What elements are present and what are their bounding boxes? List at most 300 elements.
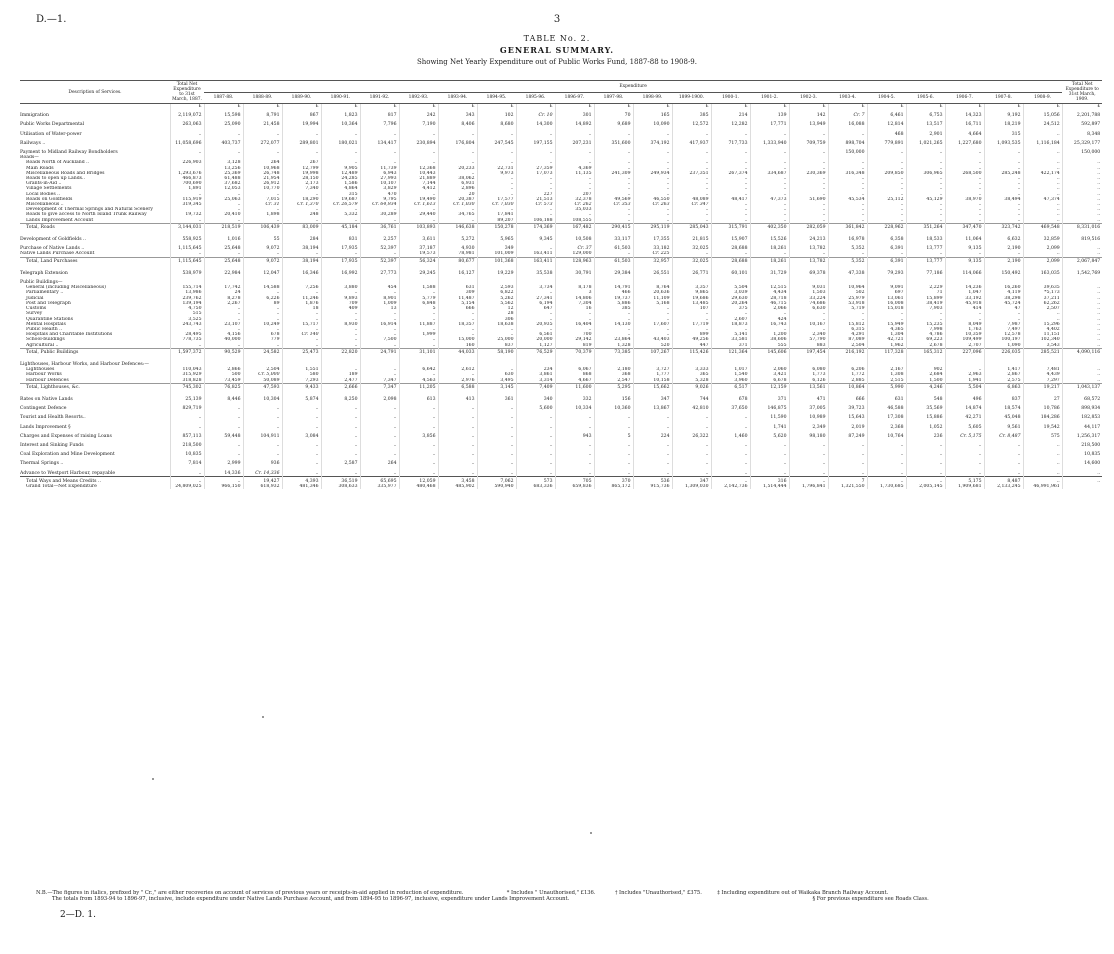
table-subtitle: Showing Net Yearly Expenditure out of Public Works Fund, 1887-88 to 1908-9. — [417, 58, 697, 66]
table-cell: .. — [1062, 176, 1102, 181]
column-header-year: 1897-98. — [594, 92, 633, 104]
table-cell: 580 — [282, 372, 321, 377]
table-cell: 1,500 — [906, 378, 945, 384]
table-cell: 2,099 — [1023, 242, 1062, 251]
table-cell — [672, 358, 711, 367]
table-cell: 2,999 — [204, 457, 243, 466]
table-cell: 176,804 — [438, 137, 477, 146]
table-cell: 24,285 — [321, 176, 360, 181]
table-cell: .. — [321, 439, 360, 448]
table-cell: 37,650 — [711, 402, 750, 411]
column-header-year: 1893-94. — [438, 92, 477, 104]
table-cell: 25,063 — [204, 197, 243, 202]
table-cell: 226,035 — [984, 348, 1023, 358]
table-cell: 2,349 — [789, 421, 828, 430]
table-cell: .. — [750, 146, 789, 155]
table-cell: .. — [672, 439, 711, 448]
table-cell: .. — [1062, 343, 1102, 349]
table-cell: 13,517 — [906, 118, 945, 127]
table-cell: .. — [633, 457, 672, 466]
table-cell: .. — [438, 317, 477, 322]
table-cell: .. — [321, 160, 360, 165]
table-cell: 3,421 — [750, 372, 789, 377]
table-cell: 19,217 — [1023, 383, 1062, 393]
row-label: Payment to Midland Railway Bondholders — [20, 150, 118, 156]
table-cell: 1,127 — [516, 343, 555, 349]
row-label: Total, Public Buildings — [20, 348, 170, 358]
table-cell: 385 — [672, 109, 711, 118]
table-cell: 6,391 — [867, 242, 906, 251]
table-cell: 17,355 — [633, 233, 672, 242]
table-cell: 290,415 — [594, 223, 633, 233]
table-cell: 16,992 — [321, 267, 360, 276]
table-cell: .. — [828, 467, 867, 477]
table-cell: 1,597,372 — [170, 348, 204, 358]
table-cell: .. — [672, 186, 711, 191]
table-cell: 18,261 — [750, 257, 789, 267]
table-row — [20, 411, 1102, 420]
table-cell: 33,581 — [711, 337, 750, 342]
table-cell: .. — [243, 290, 282, 295]
table-cell: 9,072 — [243, 257, 282, 267]
table-cell: 424 — [750, 317, 789, 322]
table-cell: .. — [750, 251, 789, 257]
table-cell: 347 — [633, 393, 672, 402]
table-cell: .. — [789, 457, 828, 466]
page-footer-number: 2—D. 1. — [60, 910, 96, 920]
table-cell: .. — [594, 327, 633, 332]
table-cell: .. — [1062, 181, 1102, 186]
unit-symbol: £ — [438, 104, 477, 110]
table-cell: 2,507 — [1023, 306, 1062, 311]
table-cell: .. — [906, 166, 945, 171]
table-cell: .. — [399, 207, 438, 212]
table-cell: .. — [399, 128, 438, 137]
table-cell: .. — [906, 212, 945, 217]
table-cell: 6,943 — [360, 171, 399, 176]
table-cell: .. — [828, 160, 867, 165]
table-cell: 481,346 — [282, 484, 321, 489]
table-cell: 207 — [555, 192, 594, 197]
table-cell: 469,548 — [1023, 223, 1062, 233]
table-cell: 43,403 — [633, 337, 672, 342]
table-cell: 11,487 — [438, 296, 477, 301]
table-cell: .. — [360, 317, 399, 322]
table-cell: 2,019 — [828, 421, 867, 430]
table-cell: .. — [399, 421, 438, 430]
table-cell: 38,298 — [984, 296, 1023, 301]
table-cell — [789, 358, 828, 367]
table-cell: 267 — [282, 160, 321, 165]
table-cell: 647 — [516, 306, 555, 311]
table-cell: 106,188 — [516, 218, 555, 224]
table-cell: 10,443 — [399, 171, 438, 176]
table-cell: .. — [711, 128, 750, 137]
table-cell: 5,600 — [516, 402, 555, 411]
row-label: Telegraph Extension — [20, 270, 68, 276]
table-cell: 7,304 — [555, 301, 594, 306]
table-row — [20, 484, 1102, 489]
table-cell: 3,333 — [672, 367, 711, 372]
table-cell: 10,835 — [170, 448, 204, 457]
table-cell: .. — [945, 192, 984, 197]
table-cell: .. — [633, 160, 672, 165]
table-cell: .. — [321, 251, 360, 257]
table-cell: .. — [516, 457, 555, 466]
table-cell: 7,297 — [1023, 378, 1062, 384]
table-cell: .. — [1023, 186, 1062, 191]
table-cell: 38,194 — [282, 257, 321, 267]
table-cell: .. — [360, 402, 399, 411]
table-cell: 214 — [711, 109, 750, 118]
table-cell: .. — [789, 176, 828, 181]
table-cell: 20,387 — [438, 197, 477, 202]
table-cell — [750, 276, 789, 285]
table-cell: .. — [711, 202, 750, 207]
table-cell: 573 — [516, 476, 555, 484]
unit-symbol: £ — [594, 104, 633, 110]
table-cell: 45,184 — [321, 223, 360, 233]
table-cell — [170, 358, 204, 367]
table-cell: .. — [711, 311, 750, 316]
table-cell: .. — [321, 327, 360, 332]
table-cell: 6,315 — [828, 327, 867, 332]
table-cell — [1062, 276, 1102, 285]
table-cell: 27 — [1023, 393, 1062, 402]
table-cell: .. — [906, 192, 945, 197]
table-cell: 14,588 — [243, 285, 282, 290]
table-cell: .. — [282, 207, 321, 212]
table-cell: 7,481 — [1023, 367, 1062, 372]
table-cell: .. — [789, 160, 828, 165]
table-cell: 2,005,145 — [906, 484, 945, 489]
table-cell: .. — [399, 372, 438, 377]
table-cell: 19,998 — [282, 171, 321, 176]
table-cell: .. — [555, 311, 594, 316]
table-cell: .. — [594, 439, 633, 448]
table-cell: Cr. 7,030 — [477, 202, 516, 207]
table-cell: .. — [984, 207, 1023, 212]
row-label: Quarantine Stations — [26, 316, 73, 322]
table-cell: .. — [204, 317, 243, 322]
column-header-description: Description of Services. — [20, 81, 170, 104]
table-cell: .. — [438, 332, 477, 337]
table-cell: 49,569 — [594, 197, 633, 202]
table-cell: 13,949 — [789, 118, 828, 127]
table-cell: 6,678 — [750, 378, 789, 384]
row-label: Charges and Expenses of raising Loans — [20, 433, 112, 439]
table-cell: .. — [1062, 332, 1102, 337]
table-cell: 264 — [243, 160, 282, 165]
table-cell: 21,889 — [399, 176, 438, 181]
table-cell: .. — [672, 160, 711, 165]
table-cell: 1,588 — [399, 285, 438, 290]
table-cell: 316 — [750, 476, 789, 484]
table-cell: 1,898 — [243, 212, 282, 217]
row-label: Mental Hospitals — [26, 321, 66, 327]
table-cell: 29,440 — [399, 212, 438, 217]
table-cell: 38,062 — [438, 176, 477, 181]
table-cell: 915,736 — [633, 484, 672, 489]
table-cell: .. — [633, 421, 672, 430]
table-cell: .. — [321, 411, 360, 420]
table-cell: 16,008 — [867, 301, 906, 306]
table-cell: 2,340 — [789, 332, 828, 337]
table-cell: .. — [243, 317, 282, 322]
table-cell: .. — [170, 146, 204, 155]
table-cell: 4,412 — [399, 186, 438, 191]
row-label: Judicial — [26, 295, 44, 301]
table-cell: .. — [516, 160, 555, 165]
table-cell — [867, 276, 906, 285]
table-cell: .. — [204, 343, 243, 349]
table-cell: .. — [204, 207, 243, 212]
table-cell: .. — [906, 181, 945, 186]
table-cell: .. — [945, 146, 984, 155]
table-cell: .. — [282, 251, 321, 257]
table-cell: .. — [243, 218, 282, 224]
table-cell: .. — [555, 146, 594, 155]
table-cell: Cr. 262 — [555, 202, 594, 207]
table-cell: 20,233 — [438, 166, 477, 171]
table-cell: 46,991,961 — [1023, 484, 1062, 489]
table-cell: 5,874 — [282, 393, 321, 402]
table-cell: .. — [945, 218, 984, 224]
table-cell: 25,090 — [204, 118, 243, 127]
table-cell: .. — [750, 439, 789, 448]
table-cell: .. — [1023, 176, 1062, 181]
row-label: Total, Roads — [20, 223, 170, 233]
table-cell: .. — [828, 207, 867, 212]
table-cell: .. — [204, 218, 243, 224]
table-cell — [477, 276, 516, 285]
table-cell: 16,260 — [984, 285, 1023, 290]
row-label: Post and Telegraph — [26, 300, 71, 306]
table-cell: .. — [321, 343, 360, 349]
table-cell: .. — [1062, 378, 1102, 384]
table-cell: 4,402 — [1023, 327, 1062, 332]
table-row — [20, 393, 1102, 402]
table-cell: 146,638 — [438, 223, 477, 233]
table-cell: .. — [828, 218, 867, 224]
table-cell: 1,876 — [282, 301, 321, 306]
table-cell: 837 — [984, 393, 1023, 402]
table-cell: 2,707 — [945, 343, 984, 349]
table-cell: 1,328 — [594, 343, 633, 349]
table-cell: .. — [170, 343, 204, 349]
table-cell: .. — [516, 439, 555, 448]
table-cell: 548 — [906, 393, 945, 402]
table-cell: .. — [945, 160, 984, 165]
table-cell: 1,293,676 — [170, 171, 204, 176]
table-cell: .. — [711, 181, 750, 186]
table-cell: 370 — [594, 476, 633, 484]
table-cell: .. — [594, 166, 633, 171]
table-cell: 32,025 — [672, 257, 711, 267]
table-cell: 17,607 — [633, 322, 672, 327]
table-cell: 285,248 — [984, 171, 1023, 176]
table-cell: .. — [789, 327, 828, 332]
table-cell: 14,874 — [945, 402, 984, 411]
table-cell: 247,545 — [477, 137, 516, 146]
table-cell: 76,825 — [204, 383, 243, 393]
table-cell: 40,000 — [204, 337, 243, 342]
table-cell: 2,119,072 — [170, 109, 204, 118]
table-cell: .. — [282, 402, 321, 411]
table-cell: .. — [672, 327, 711, 332]
table-cell: .. — [750, 311, 789, 316]
table-cell: .. — [789, 448, 828, 457]
table-cell: 7,998 — [906, 327, 945, 332]
table-cell: 349 — [477, 242, 516, 251]
table-cell: 5 — [399, 306, 438, 311]
table-cell: 35,569 — [906, 402, 945, 411]
table-cell: 12,578 — [984, 332, 1023, 337]
table-cell: .. — [438, 448, 477, 457]
table-cell: .. — [828, 448, 867, 457]
table-cell: 409 — [321, 306, 360, 311]
table-cell: 8,446 — [204, 393, 243, 402]
table-cell: .. — [321, 402, 360, 411]
table-cell: .. — [633, 181, 672, 186]
table-cell: 7,256 — [282, 285, 321, 290]
table-cell: 13,782 — [789, 257, 828, 267]
table-cell: 10,968 — [243, 166, 282, 171]
table-cell: 10,360 — [594, 402, 633, 411]
table-cell: .. — [906, 146, 945, 155]
table-cell: 466,873 — [170, 176, 204, 181]
table-cell: 2,684 — [906, 372, 945, 377]
table-cell: 109,499 — [945, 337, 984, 342]
table-cell: .. — [170, 218, 204, 224]
table-cell: 3,357 — [672, 285, 711, 290]
table-cell: .. — [516, 311, 555, 316]
table-cell: .. — [243, 448, 282, 457]
table-cell: 38,419 — [906, 301, 945, 306]
table-cell: .. — [789, 166, 828, 171]
table-cell: .. — [828, 176, 867, 181]
table-cell: 319,345 — [170, 202, 204, 207]
table-cell: 3,039 — [711, 290, 750, 295]
table-cell: 28,688 — [711, 242, 750, 251]
table-cell: 47,373 — [750, 197, 789, 202]
table-cell: .. — [1062, 242, 1102, 251]
table-cell: 107 — [672, 306, 711, 311]
table-cell: 39,635 — [1023, 285, 1062, 290]
table-cell: .. — [789, 311, 828, 316]
table-cell: 2,612 — [438, 367, 477, 372]
table-cell: .. — [477, 411, 516, 420]
table-cell: 6,561 — [516, 332, 555, 337]
table-cell: 14,806 — [555, 296, 594, 301]
table-cell: 25,473 — [282, 348, 321, 358]
table-cell: .. — [633, 166, 672, 171]
unit-symbol: £ — [243, 104, 282, 110]
table-cell: 447 — [672, 343, 711, 349]
table-cell: .. — [1062, 285, 1102, 290]
table-cell: 1,763 — [945, 327, 984, 332]
table-cell: 5,562 — [477, 301, 516, 306]
table-cell: .. — [867, 476, 906, 484]
table-cell: .. — [1062, 160, 1102, 165]
table-cell: 1,741 — [750, 421, 789, 430]
table-cell: 11,887 — [399, 322, 438, 327]
table-cell: 15,899 — [906, 296, 945, 301]
row-label: Lands Improvement § — [20, 424, 71, 430]
table-cell: 114,066 — [945, 267, 984, 276]
table-cell: .. — [906, 457, 945, 466]
table-cell: .. — [555, 176, 594, 181]
table-cell: 45,918 — [945, 301, 984, 306]
row-label: Harbour Works — [26, 372, 62, 378]
table-cell: 6,206 — [828, 367, 867, 372]
row-label: Railways .. — [20, 140, 46, 146]
table-cell: .. — [321, 337, 360, 342]
table-cell: 18,574 — [984, 402, 1023, 411]
table-cell: .. — [711, 439, 750, 448]
table-cell: 4,291 — [828, 332, 867, 337]
table-cell: 46,588 — [867, 402, 906, 411]
table-cell: .. — [1062, 337, 1102, 342]
table-cell: 37,211 — [1023, 296, 1062, 301]
column-header-total-end: Total Net Expenditure to 31st March, 1909. — [1062, 81, 1102, 104]
table-cell: Cr. 8,487 — [984, 430, 1023, 439]
table-cell: 78,981 — [438, 251, 477, 257]
table-cell: .. — [438, 146, 477, 155]
table-cell: 165,312 — [906, 348, 945, 358]
table-cell: 902 — [906, 367, 945, 372]
table-cell: .. — [711, 327, 750, 332]
table-cell: .. — [399, 146, 438, 155]
table-cell: 6,391 — [867, 257, 906, 267]
table-cell: 555 — [750, 343, 789, 349]
table-row — [20, 128, 1102, 137]
table-cell: Cr. 10 — [516, 109, 555, 118]
table-cell: .. — [555, 421, 594, 430]
table-cell: .. — [1023, 146, 1062, 155]
table-cell: 10,107 — [360, 181, 399, 186]
table-cell: 1,009 — [360, 301, 399, 306]
table-cell: 520 — [633, 343, 672, 349]
table-cell: .. — [477, 439, 516, 448]
table-cell: .. — [1023, 448, 1062, 457]
table-cell: 883 — [789, 343, 828, 349]
table-cell: .. — [1062, 296, 1102, 301]
table-cell: 3,145 — [477, 383, 516, 393]
table-cell: 16,088 — [828, 118, 867, 127]
table-cell: 26,551 — [633, 267, 672, 276]
table-cell: 361,842 — [828, 223, 867, 233]
table-cell: 10,364 — [321, 118, 360, 127]
table-cell: .. — [633, 317, 672, 322]
table-cell: .. — [399, 337, 438, 342]
table-cell: 347,470 — [945, 223, 984, 233]
unit-symbol: £ — [282, 104, 321, 110]
table-cell — [828, 358, 867, 367]
table-cell: 9,973 — [477, 171, 516, 176]
table-cell: 80,677 — [438, 257, 477, 267]
table-cell: 347 — [672, 476, 711, 484]
table-cell: .. — [243, 402, 282, 411]
table-cell: 13,782 — [789, 242, 828, 251]
table-cell — [204, 358, 243, 367]
table-cell: .. — [828, 251, 867, 257]
column-header-year: 1891-92. — [360, 92, 399, 104]
table-cell: 6,067 — [555, 367, 594, 372]
table-cell: .. — [321, 128, 360, 137]
table-cell: 9,091 — [867, 285, 906, 290]
table-cell: .. — [438, 128, 477, 137]
